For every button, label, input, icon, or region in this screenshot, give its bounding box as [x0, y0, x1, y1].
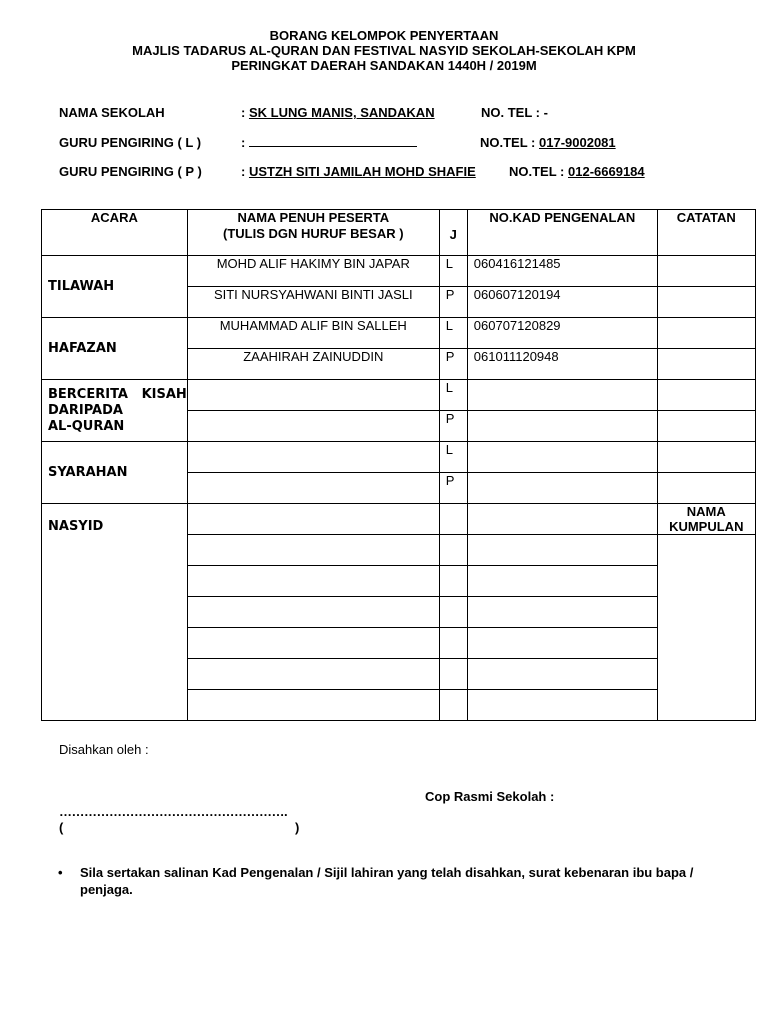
guru-l-label: GURU PENGIRING ( L ) [59, 135, 202, 150]
nasyid-ic-cell [467, 535, 657, 566]
nasyid-name-cell [187, 659, 439, 690]
header-ic: NO.KAD PENGENALAN [467, 210, 657, 256]
note-text: Sila sertakan salinan Kad Pengenalan / Sijil lahiran yang telah disahkan, surat kebenaran ibu bapa / penjaga. [80, 865, 694, 897]
table-row [42, 442, 756, 473]
ic-number [467, 442, 657, 473]
school-label: NAMA SEKOLAH [59, 105, 165, 120]
guru-p-tel-label: NO.TEL : [509, 164, 565, 179]
name-paren-open: ( [59, 820, 64, 835]
event-bercerita-line3: AL-QURAN [48, 418, 125, 434]
disahkan-label: Disahkan oleh : [59, 742, 149, 757]
ic-number: 061011120948 [467, 349, 657, 380]
school-value: SK LUNG MANIS, SANDAKAN [248, 105, 435, 120]
nasyid-ic-cell [467, 566, 657, 597]
table-row [42, 318, 756, 349]
cop-rasmi-label: Cop Rasmi Sekolah : [425, 789, 555, 804]
participant-name: MOHD ALIF HAKIMY BIN JAPAR [187, 256, 439, 287]
nama-kumpulan-value-cell [657, 535, 755, 721]
gender-cell: L [439, 380, 467, 411]
participant-name [187, 380, 439, 411]
bullet-icon: • [58, 865, 63, 880]
nasyid-ic-cell [467, 628, 657, 659]
event-syarahan: SYARAHAN [42, 442, 188, 504]
guru-p-value: USTZH SITI JAMILAH MOHD SHAFIE [248, 164, 476, 179]
guru-p-tel [509, 164, 645, 179]
event-bercerita-line2: DARIPADA [48, 402, 123, 418]
table-row [42, 256, 756, 287]
nama-kumpulan-label [657, 504, 755, 535]
header-nama-penuh [187, 210, 439, 256]
guru-l-tel-value: 017-9002081 [539, 135, 616, 150]
header-acara: ACARA [42, 210, 188, 256]
nasyid-name-cell [187, 597, 439, 628]
guru-p-tel-value: 012-6669184 [568, 164, 645, 179]
gender-cell: P [439, 349, 467, 380]
signature-dotted-line: ………………………………………………. [59, 804, 288, 819]
participants-table [41, 209, 756, 721]
note-list-item [58, 864, 740, 898]
ic-number [467, 473, 657, 504]
gender-cell: L [439, 442, 467, 473]
catatan-cell [657, 349, 755, 380]
header-nama-line2: (TULIS DGN HURUF BESAR ) [223, 226, 404, 241]
school-tel: NO. TEL : - [481, 105, 548, 120]
guru-l-field [241, 135, 417, 150]
form-subtitle: MAJLIS TADARUS AL-QURAN DAN FESTIVAL NASYID SEKOLAH-SEKOLAH KPM [132, 43, 636, 58]
name-paren-close: ) [295, 820, 300, 835]
header-j: J [439, 210, 467, 256]
gender-cell: P [439, 411, 467, 442]
catatan-cell [657, 380, 755, 411]
nasyid-ic-cell [467, 504, 657, 535]
colon: : [241, 164, 246, 179]
ic-number [467, 411, 657, 442]
participant-name [187, 473, 439, 504]
ic-number: 060416121485 [467, 256, 657, 287]
nasyid-gender-cell [439, 690, 467, 721]
colon: : [241, 105, 246, 120]
participant-name: MUHAMMAD ALIF BIN SALLEH [187, 318, 439, 349]
nasyid-ic-cell [467, 690, 657, 721]
guru-l-tel [480, 135, 616, 150]
nasyid-gender-cell [439, 597, 467, 628]
event-hafazan: HAFAZAN [42, 318, 188, 380]
ic-number [467, 380, 657, 411]
participant-name: SITI NURSYAHWANI BINTI JASLI [187, 287, 439, 318]
nasyid-gender-cell [439, 628, 467, 659]
header-catatan: CATATAN [657, 210, 755, 256]
nasyid-name-cell [187, 566, 439, 597]
participant-name [187, 411, 439, 442]
nasyid-gender-cell [439, 659, 467, 690]
guru-l-tel-label: NO.TEL : [480, 135, 536, 150]
guru-p-field [241, 164, 476, 179]
nasyid-name-cell [187, 628, 439, 659]
colon: : [241, 135, 246, 150]
gender-cell: L [439, 256, 467, 287]
nasyid-ic-cell [467, 659, 657, 690]
catatan-cell [657, 411, 755, 442]
guru-p-label: GURU PENGIRING ( P ) [59, 164, 202, 179]
ic-number: 060607120194 [467, 287, 657, 318]
form-title: BORANG KELOMPOK PENYERTAAN [269, 28, 499, 43]
participant-name [187, 442, 439, 473]
table-row [42, 380, 756, 411]
ic-number: 060707120829 [467, 318, 657, 349]
form-subtitle-level: PERINGKAT DAERAH SANDAKAN 1440H / 2019M [231, 58, 537, 73]
gender-cell: L [439, 318, 467, 349]
event-bercerita [42, 380, 188, 442]
gender-cell: P [439, 473, 467, 504]
nasyid-ic-cell [467, 597, 657, 628]
table-row [42, 504, 756, 535]
school-field [241, 105, 435, 120]
event-nasyid: NASYID [42, 504, 188, 721]
header-nama-line1: NAMA PENUH PESERTA [237, 210, 390, 225]
nasyid-name-cell [187, 504, 439, 535]
gender-cell: P [439, 287, 467, 318]
nama-kumpulan-line1: NAMA [686, 504, 726, 519]
nama-kumpulan-line2: KUMPULAN [669, 519, 744, 534]
participant-name: ZAAHIRAH ZAINUDDIN [187, 349, 439, 380]
nasyid-name-cell [187, 535, 439, 566]
event-tilawah: TILAWAH [42, 256, 188, 318]
nasyid-gender-cell [439, 504, 467, 535]
event-bercerita-line1: BERCERITA KISAH [48, 386, 187, 402]
catatan-cell [657, 473, 755, 504]
nasyid-gender-cell [439, 535, 467, 566]
catatan-cell [657, 256, 755, 287]
catatan-cell [657, 318, 755, 349]
nasyid-name-cell [187, 690, 439, 721]
nasyid-gender-cell [439, 566, 467, 597]
catatan-cell [657, 442, 755, 473]
catatan-cell [657, 287, 755, 318]
guru-l-blank-line [249, 135, 417, 147]
